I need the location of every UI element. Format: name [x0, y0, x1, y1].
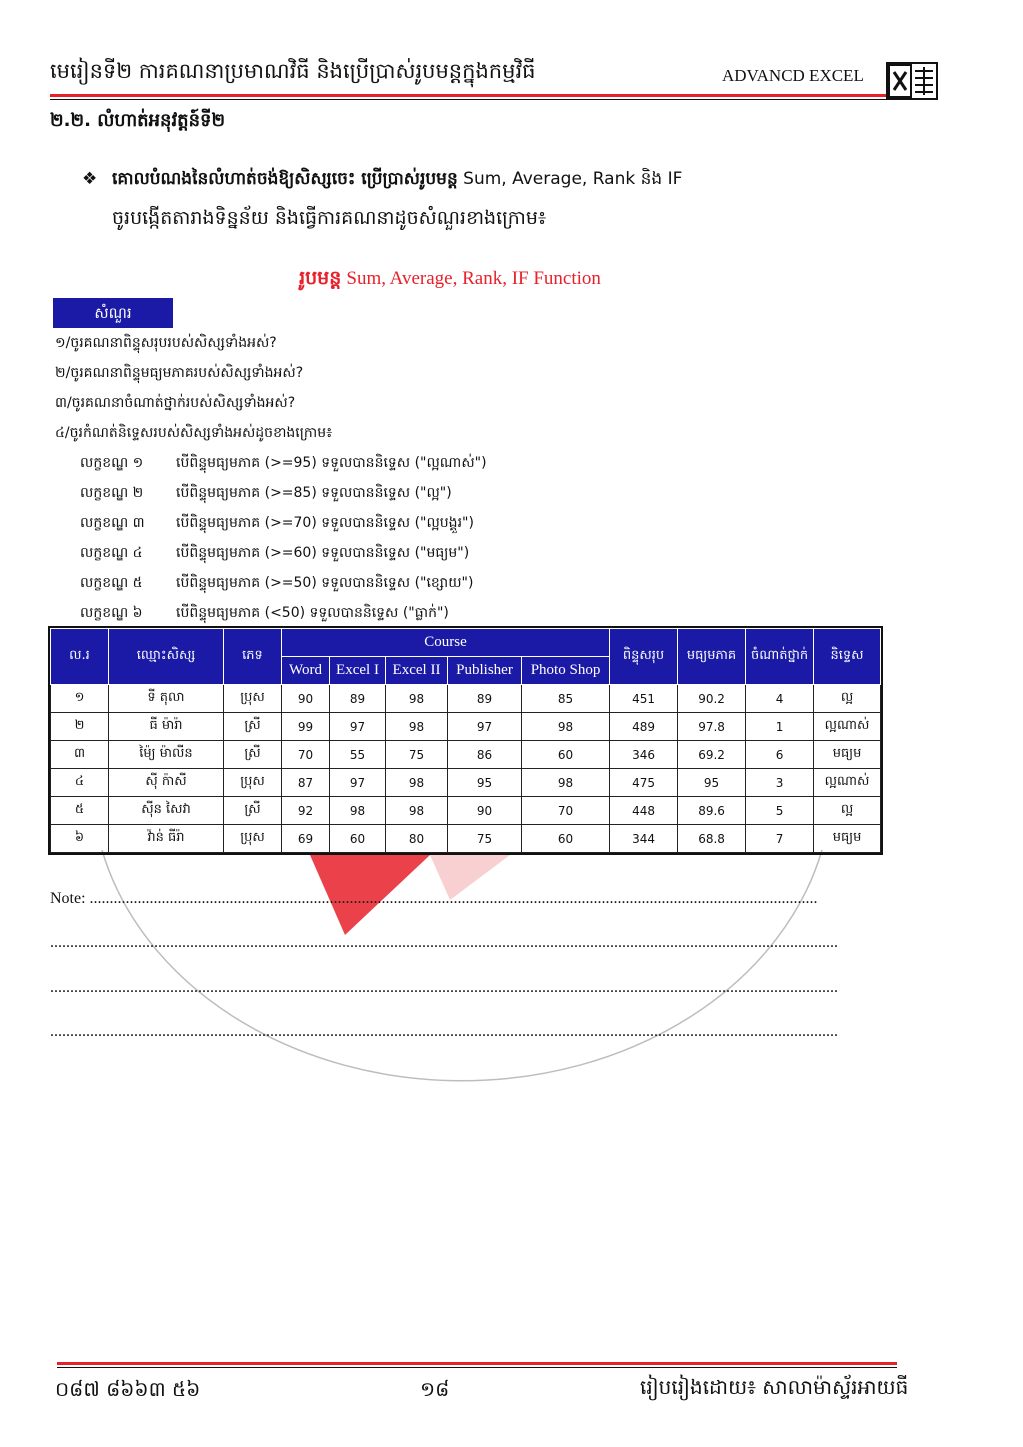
cell-score: 98	[522, 713, 610, 741]
cell-rank: 6	[746, 741, 814, 769]
cell-gender: ប្រុស	[224, 769, 282, 797]
condition-label: លក្ខខណ្ឌ ៣	[80, 515, 145, 531]
cell-score: 86	[448, 741, 522, 769]
header-rule-black	[50, 99, 886, 100]
cell-score: 80	[386, 825, 448, 853]
condition-label: លក្ខខណ្ឌ ១	[80, 455, 144, 471]
formula-title	[0, 266, 900, 294]
condition-text: បើពិន្ទុមធ្យមភាគ (<50) ទទួលបាននិទ្ទេស ("ធ្លាក់")	[176, 605, 449, 621]
cell-no: ២	[51, 713, 109, 741]
condition-text: បើពិន្ទុមធ្យមភាគ (>=85) ទទួលបាននិទ្ទេស ("ល្អ")	[176, 485, 452, 501]
course-name: ADVANCD EXCEL	[722, 66, 864, 85]
cell-no: ៤	[51, 769, 109, 797]
cell-score: 98	[386, 685, 448, 713]
header-no: ល.រ	[51, 629, 109, 685]
question-item: ៣/ចូរគណនាចំណាត់ថ្នាក់របស់សិស្សទាំងអស់?	[55, 395, 296, 411]
cell-name: ស៊ីន សៃវា	[109, 797, 224, 825]
question-item: ១/ចូរគណនាពិន្ទុសរុបរបស់សិស្សទាំងអស់?	[55, 335, 277, 351]
condition-label: លក្ខខណ្ឌ ២	[80, 485, 144, 501]
condition-label: លក្ខខណ្ឌ ៥	[80, 575, 143, 591]
cell-score: 60	[330, 825, 386, 853]
formula-title-en: Sum, Average, Rank, IF Function	[346, 268, 601, 289]
condition-text: បើពិន្ទុមធ្យមភាគ (>=60) ទទួលបាននិទ្ទេស ("មធ្យម")	[176, 545, 470, 561]
cell-score: 98	[386, 769, 448, 797]
question-item: ៤/ចូរកំណត់និទ្ទេសរបស់សិស្សទាំងអស់ដូចខាងក្រោម៖	[55, 425, 333, 441]
cell-total: 344	[610, 825, 678, 853]
cell-gender: ប្រុស	[224, 685, 282, 713]
table-row	[51, 741, 881, 769]
cell-name: វ៉ាន់ ធីរ៉ា	[109, 825, 224, 853]
objective-text: Sum, Average, Rank និង IF	[463, 169, 683, 189]
header-subject: Publisher	[448, 657, 522, 685]
instruction: ចូរបង្កើតតារាងទិន្នន័យ និងធ្វើការគណនាដូចសំណួរខាងក្រោម៖	[112, 207, 547, 229]
cell-gender: ប្រុស	[224, 825, 282, 853]
formula-title-kh: រូបមន្ត	[299, 267, 342, 289]
cell-rank: 7	[746, 825, 814, 853]
condition-item	[80, 511, 487, 541]
note-line: .....................................................................................................................................................................................................	[50, 979, 838, 996]
cell-score: 98	[386, 713, 448, 741]
cell-score: 60	[522, 825, 610, 853]
cell-rank: 3	[746, 769, 814, 797]
cell-average: 97.8	[678, 713, 746, 741]
cell-average: 69.2	[678, 741, 746, 769]
cell-name: ធី ម៉ារ៉ា	[109, 713, 224, 741]
cell-gender: ស្រី	[224, 797, 282, 825]
cell-score: 97	[448, 713, 522, 741]
header-name: ឈ្មោះសិស្ស	[109, 629, 224, 685]
cell-grade: ល្អ	[814, 685, 881, 713]
condition-item	[80, 541, 487, 571]
header-subject: Photo Shop	[522, 657, 610, 685]
condition-text: បើពិន្ទុមធ្យមភាគ (>=50) ទទួលបាននិទ្ទេស ("ខ្សោយ")	[176, 575, 474, 591]
conditions-list	[80, 451, 487, 631]
table-row	[51, 797, 881, 825]
cell-total: 346	[610, 741, 678, 769]
condition-item	[80, 601, 487, 631]
cell-grade: ល្អ	[814, 797, 881, 825]
cell-score: 75	[448, 825, 522, 853]
grades-table	[50, 628, 881, 853]
condition-label: លក្ខខណ្ឌ ៤	[80, 545, 143, 561]
cell-score: 89	[448, 685, 522, 713]
condition-item	[80, 481, 487, 511]
header-gender: ភេទ	[224, 629, 282, 685]
cell-gender: ស្រី	[224, 741, 282, 769]
cell-score: 98	[522, 769, 610, 797]
cell-score: 85	[522, 685, 610, 713]
table-row	[51, 769, 881, 797]
header-total: ពិន្ទុសរុប	[610, 629, 678, 685]
table-row	[51, 713, 881, 741]
cell-score: 55	[330, 741, 386, 769]
footer-author: រៀបរៀងដោយ៖ សាលាម៉ាស្ទ័រអាយធី	[640, 1375, 909, 1399]
cell-score: 70	[282, 741, 330, 769]
note-line	[50, 890, 850, 908]
cell-no: ១	[51, 685, 109, 713]
cell-score: 60	[522, 741, 610, 769]
condition-text: បើពិន្ទុមធ្យមភាគ (>=95) ទទួលបាននិទ្ទេស ("ល្អណាស់")	[176, 455, 487, 471]
cell-rank: 5	[746, 797, 814, 825]
condition-label: លក្ខខណ្ឌ ៦	[80, 605, 143, 621]
questions-header: សំណួរ	[53, 298, 173, 328]
cell-score: 99	[282, 713, 330, 741]
header-grade: និទ្ទេស	[814, 629, 881, 685]
cell-average: 89.6	[678, 797, 746, 825]
header-subject: Excel I	[330, 657, 386, 685]
note-line: .....................................................................................................................................................................................................	[50, 934, 838, 951]
objective	[82, 168, 682, 193]
cell-total: 448	[610, 797, 678, 825]
cell-name: ទី តុលា	[109, 685, 224, 713]
cell-score: 87	[282, 769, 330, 797]
note-label: Note:	[50, 890, 86, 907]
cell-score: 90	[282, 685, 330, 713]
grades-body	[51, 685, 881, 853]
cell-score: 98	[330, 797, 386, 825]
section-title: ២.២. លំហាត់អនុវត្តន៍ទី២	[50, 110, 226, 131]
cell-score: 89	[330, 685, 386, 713]
footer-rule-black	[57, 1367, 897, 1368]
cell-average: 90.2	[678, 685, 746, 713]
table-row	[51, 825, 881, 853]
condition-item	[80, 571, 487, 601]
cell-score: 75	[386, 741, 448, 769]
cell-score: 90	[448, 797, 522, 825]
objective-label: គោលបំណងនៃលំហាត់ចង់ឱ្យសិស្សចេះ ប្រើប្រាស់រូបមន្ត	[112, 169, 458, 189]
cell-grade: មធ្យម	[814, 741, 881, 769]
cell-rank: 1	[746, 713, 814, 741]
cell-no: ៦	[51, 825, 109, 853]
cell-average: 68.8	[678, 825, 746, 853]
cell-no: ៥	[51, 797, 109, 825]
cell-average: 95	[678, 769, 746, 797]
questions-list	[55, 331, 332, 451]
cell-score: 98	[386, 797, 448, 825]
cell-score: 95	[448, 769, 522, 797]
header-course: Course	[282, 629, 610, 657]
cell-total: 475	[610, 769, 678, 797]
cell-rank: 4	[746, 685, 814, 713]
note-line: .....................................................................................................................................................................................................	[50, 1023, 838, 1040]
cell-no: ៣	[51, 741, 109, 769]
cell-score: 92	[282, 797, 330, 825]
cell-score: 70	[522, 797, 610, 825]
table-row	[51, 685, 881, 713]
excel-icon	[886, 62, 938, 100]
condition-item	[80, 451, 487, 481]
cell-grade: ល្អណាស់	[814, 713, 881, 741]
condition-text: បើពិន្ទុមធ្យមភាគ (>=70) ទទួលបាននិទ្ទេស ("ល្អបង្គួរ")	[176, 515, 474, 531]
footer-page-number: ១៨	[420, 1377, 450, 1401]
cell-score: 69	[282, 825, 330, 853]
cell-total: 451	[610, 685, 678, 713]
header-subject: Word	[282, 657, 330, 685]
cell-score: 97	[330, 713, 386, 741]
diamond-bullet-icon: ❖	[82, 169, 98, 189]
cell-grade: ល្អណាស់	[814, 769, 881, 797]
question-item: ២/ចូរគណនាពិន្ទុមធ្យមភាគរបស់សិស្សទាំងអស់?	[55, 365, 304, 381]
cell-grade: មធ្យម	[814, 825, 881, 853]
footer-phone: ០៨៧ ៨៦៦៣ ៥៦	[55, 1377, 201, 1401]
cell-score: 97	[330, 769, 386, 797]
note-dots: ......................................................................................................................................................................................	[89, 890, 818, 907]
footer-rule-red	[57, 1362, 897, 1365]
header-rank: ចំណាត់ថ្នាក់	[746, 629, 814, 685]
cell-name: ម៉ៃ្យ ម៉ាលីន	[109, 741, 224, 769]
header-subject: Excel II	[386, 657, 448, 685]
cell-gender: ស្រី	[224, 713, 282, 741]
header-average: មធ្យមភាគ	[678, 629, 746, 685]
cell-total: 489	[610, 713, 678, 741]
header-rule-red	[50, 94, 886, 97]
lesson-title: មេរៀនទី២ ការគណនាប្រមាណវិធី និងប្រើប្រាស់រូបមន្តក្នុងកម្មវិធី	[50, 59, 536, 83]
cell-name: ស៊ី ក៉ាសី	[109, 769, 224, 797]
